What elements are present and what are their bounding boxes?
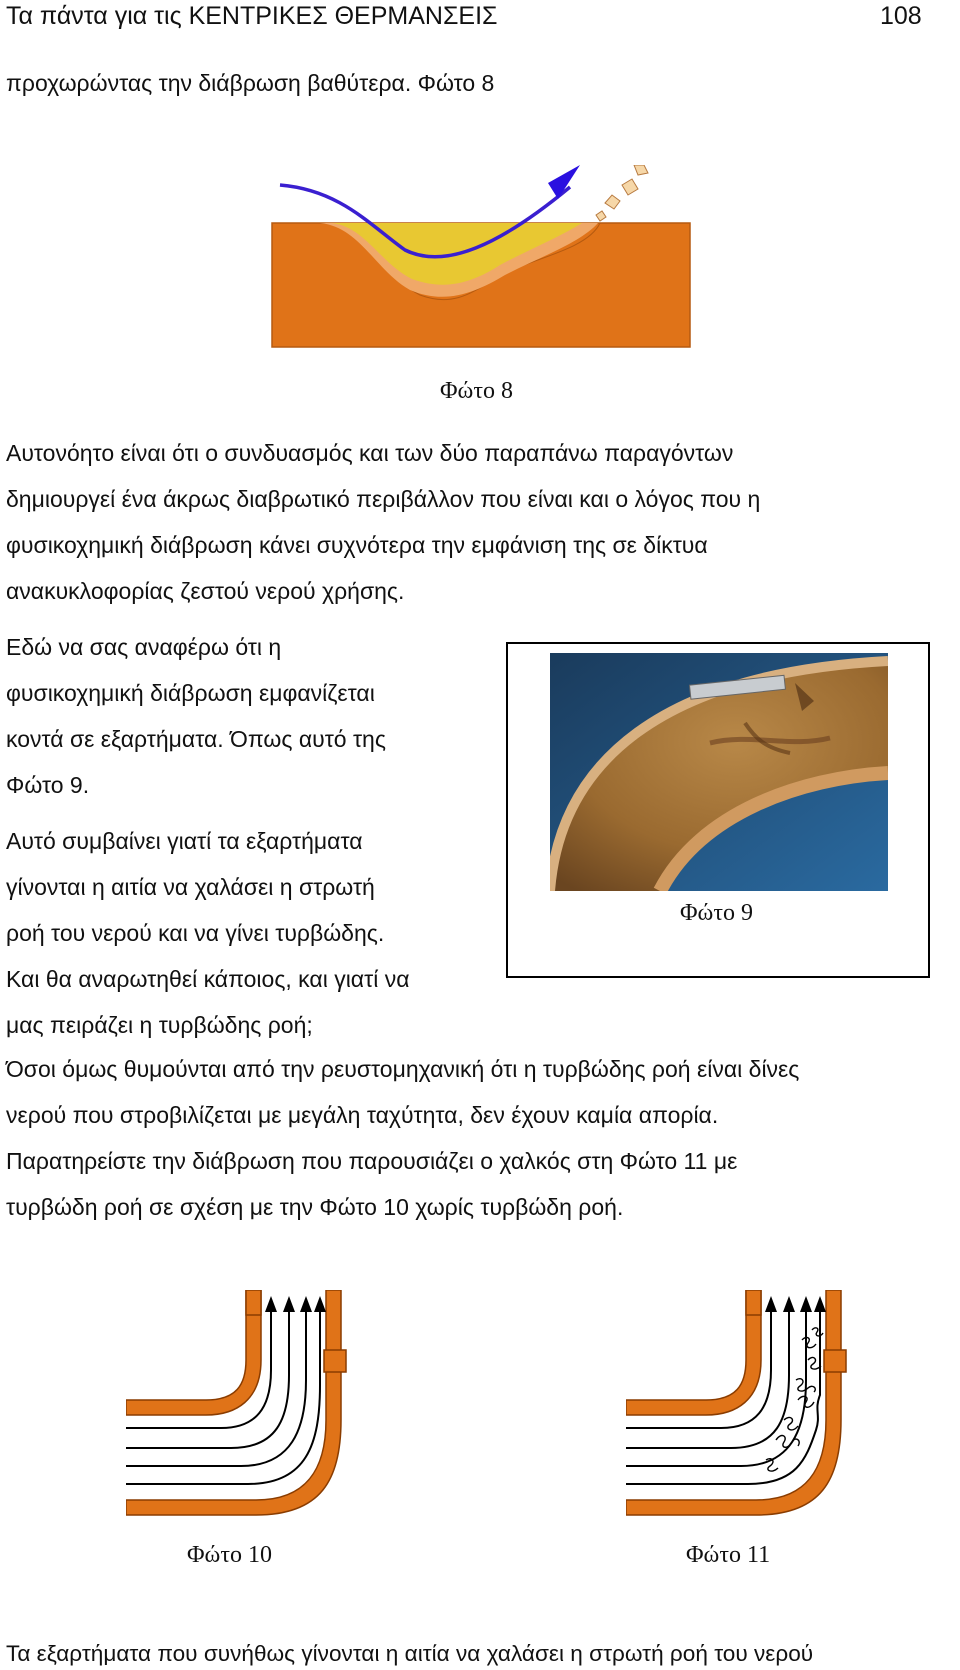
photo8-corrosion-diagram bbox=[260, 165, 700, 355]
paragraph4-line: τυρβώδη ροή σε σχέση με την Φώτο 10 χωρίς τυρβώδη ροή. bbox=[6, 1194, 624, 1220]
paragraph1-line: ανακυκλοφορίας ζεστού νερού χρήσης. bbox=[6, 578, 405, 604]
paragraph3-line: Και θα αναρωτηθεί κάποιος, και γιατί να bbox=[6, 966, 410, 992]
paragraph3-line: Αυτό συμβαίνει γιατί τα εξαρτήματα bbox=[6, 828, 363, 854]
paragraph2-line: φυσικοχημική διάβρωση εμφανίζεται bbox=[6, 680, 375, 706]
photo9-corroded-elbow bbox=[550, 653, 888, 891]
paragraph1-line: Αυτονόητο είναι ότι ο συνδυασμός και των δύο παραπάνω παραγόντων bbox=[6, 440, 734, 466]
paragraph4-line: νερού που στροβιλίζεται με μεγάλη ταχύτητα, δεν έχουν καμία απορία. bbox=[6, 1102, 719, 1128]
debris-particle bbox=[622, 179, 638, 195]
debris-particle bbox=[596, 211, 606, 221]
photo9-caption: Φώτο 9 bbox=[680, 900, 753, 926]
paragraph2-line: κοντά σε εξαρτήματα. Όπως αυτό της bbox=[6, 726, 386, 752]
page-number: 108 bbox=[880, 2, 922, 30]
photo11-turbulent-elbow bbox=[626, 1290, 852, 1530]
photo10-caption: Φώτο 10 bbox=[187, 1542, 272, 1568]
paragraph3-line: γίνονται η αιτία να χαλάσει η στρωτή bbox=[6, 874, 375, 900]
photo8-caption: Φώτο 8 bbox=[440, 378, 513, 404]
footer-line: Τα εξαρτήματα που συνήθως γίνονται η αιτία να χαλάσει η στρωτή ροή του νερού bbox=[6, 1641, 814, 1666]
intro-line: προχωρώντας την διάβρωση βαθύτερα. Φώτο 8 bbox=[6, 70, 495, 96]
paragraph1-line: φυσικοχημική διάβρωση κάνει συχνότερα την εμφάνιση της σε δίκτυα bbox=[6, 532, 708, 558]
photo11-caption: Φώτο 11 bbox=[686, 1542, 771, 1568]
paragraph3-line: μας πειράζει η τυρβώδης ροή; bbox=[6, 1012, 313, 1038]
page-header-title: Τα πάντα για τις ΚΕΝΤΡΙΚΕΣ ΘΕΡΜΑΝΣΕΙΣ bbox=[6, 2, 498, 30]
photo10-laminar-elbow bbox=[126, 1290, 352, 1530]
paragraph2-line: Εδώ να σας αναφέρω ότι η bbox=[6, 634, 282, 660]
paragraph3-line: ροή του νερού και να γίνει τυρβώδης. bbox=[6, 920, 385, 946]
debris-particle bbox=[634, 165, 648, 175]
debris-particle bbox=[605, 195, 620, 209]
paragraph4-line: Παρατηρείστε την διάβρωση που παρουσιάζει ο χαλκός στη Φώτο 11 με bbox=[6, 1148, 738, 1174]
paragraph4-line: Όσοι όμως θυμούνται από την ρευστομηχανική ότι η τυρβώδης ροή είναι δίνες bbox=[6, 1056, 800, 1082]
paragraph1-line: δημιουργεί ένα άκρως διαβρωτικό περιβάλλον που είναι και ο λόγος που η bbox=[6, 486, 761, 512]
paragraph2-line: Φώτο 9. bbox=[6, 772, 90, 798]
